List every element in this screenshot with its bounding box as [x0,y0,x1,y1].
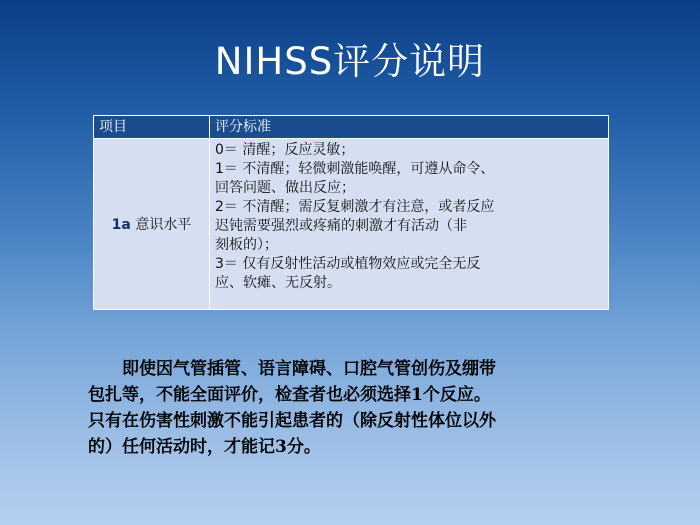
criteria-line: 2＝ 不清醒；需反复刺激才有注意，或者反应 [215,199,495,215]
criteria-line: 应、软瘫、无反射。 [215,275,341,291]
note-line: 包扎等，不能全面评价，检查者也必须选择1个反应。 [88,385,491,405]
criteria-line: 迟钝需要强烈或疼痛的刺激才有活动（非 [215,218,467,234]
header-item: 项目 [94,116,210,139]
slide-title: NIHSS评分说明 [214,40,486,83]
criteria-cell [210,139,609,310]
note-line: 的）任何活动时，才能记3分。 [88,437,321,457]
scoring-table [93,115,609,310]
item-cell [94,139,210,310]
header-criteria: 评分标准 [210,116,609,139]
table-header-row [94,116,609,139]
item-code: 1a [111,217,131,233]
item-name: 意识水平 [130,217,192,233]
criteria-line: 1＝ 不清醒；轻微刺激能唤醒，可遵从命令、 [215,161,495,177]
criteria-line: 回答问题、做出反应； [215,180,355,196]
explanatory-note [88,356,634,460]
criteria-line: 3＝ 仅有反射性活动或植物效应或完全无反 [215,256,481,272]
criteria-line: 0＝ 清醒；反应灵敏； [215,142,355,158]
note-line: 即使因气管插管、语言障碍、口腔气管创伤及绷带 [122,359,496,379]
note-line: 只有在伤害性刺激不能引起患者的（除反射性体位以外 [88,411,496,431]
criteria-line: 刻板的）； [215,237,278,253]
table-row [94,139,609,310]
